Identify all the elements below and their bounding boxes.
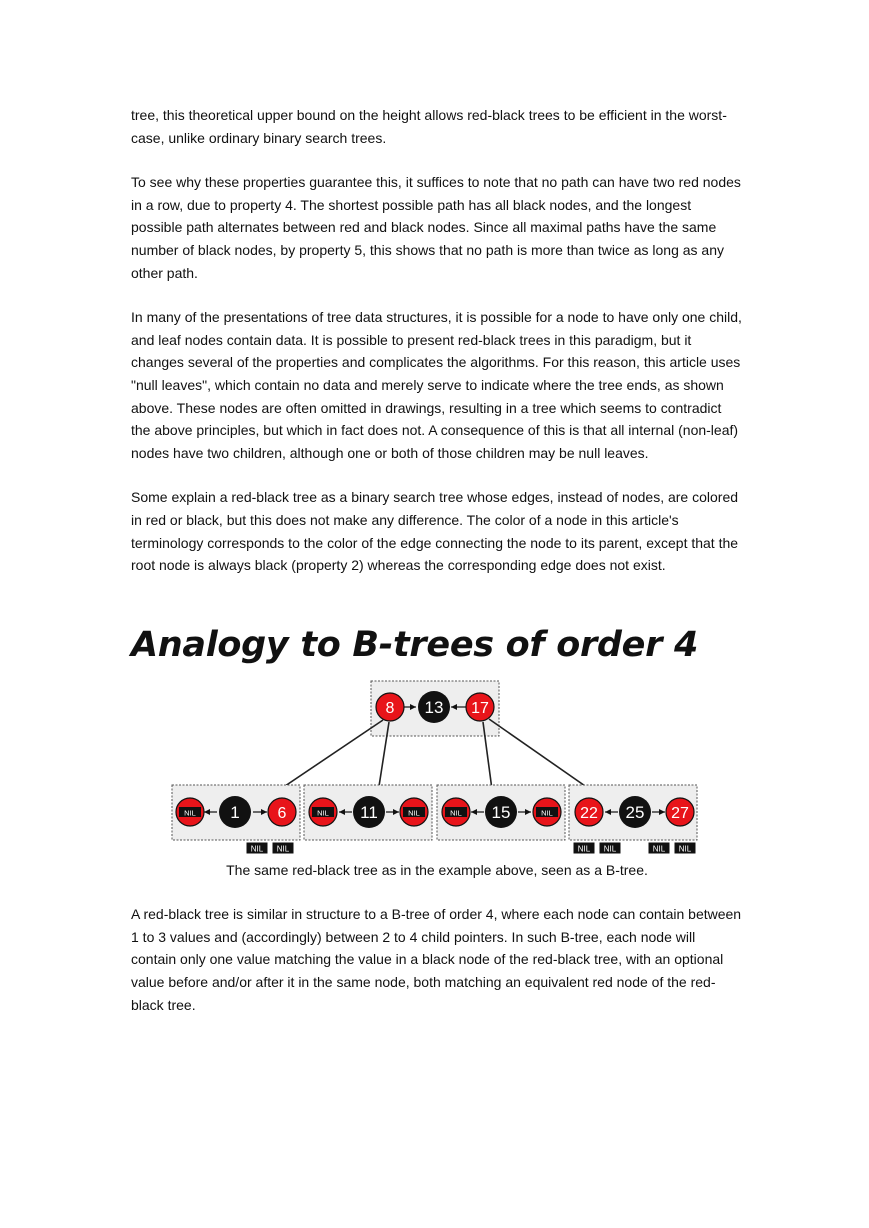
paragraph-height-bound: tree, this theoretical upper bound on the height allows red-black trees to be efficient in the worst-case, unlike ordinary binary search trees.: [131, 107, 727, 146]
document-page: [131, 104, 743, 1038]
svg-text:NIL: NIL: [678, 844, 692, 854]
paragraph-btree-analogy: A red-black tree is similar in structure to a B-tree of order 4, where each node can contain between 1 to 3 values and (accordingly) between 2 to 4 child pointers. In such B-tree, each node will contain only one value matching the value in a black node of the red-black tree, with an optional value before and/or after it in the same node, both matching an equivalent red node of the red-black tree.: [131, 906, 742, 1013]
svg-text:11: 11: [360, 802, 378, 822]
svg-text:27: 27: [671, 804, 689, 822]
leaf-key-6: [268, 798, 296, 826]
svg-text:NIL: NIL: [577, 844, 591, 854]
section-heading: Analogy to B-trees of order 4: [131, 624, 699, 665]
figure-caption: The same red-black tree as in the example above, seen as a B-tree.: [226, 861, 648, 878]
leaf-key-1: [219, 796, 251, 828]
svg-text:NIL: NIL: [541, 808, 553, 818]
nil-leaf: [176, 798, 204, 826]
leaf-key-15: [485, 796, 517, 828]
nil-tag: [674, 842, 696, 854]
nil-tag: [272, 842, 294, 854]
svg-text:1: 1: [230, 802, 240, 822]
svg-text:NIL: NIL: [184, 808, 196, 818]
btree-figure: [131, 677, 743, 859]
btree-diagram: [131, 677, 743, 859]
root-key-17: [466, 693, 494, 721]
leaf-key-27: [666, 798, 694, 826]
leaf-key-22: [575, 798, 603, 826]
svg-text:NIL: NIL: [652, 844, 666, 854]
nil-tag: [648, 842, 670, 854]
svg-text:17: 17: [471, 699, 489, 717]
svg-text:22: 22: [580, 804, 598, 822]
svg-text:NIL: NIL: [250, 844, 264, 854]
svg-text:NIL: NIL: [603, 844, 617, 854]
paragraph-edge-colors: Some explain a red-black tree as a binary search tree whose edges, instead of nodes, are colored in red or black, but this does not make any difference. The color of a node in this article's terminology corresponds to the color of the edge connecting the node to its parent, except that the root node is always black (property 2) whereas the corresponding edge does not exist.: [131, 489, 739, 574]
paragraph-properties-guarantee: To see why these properties guarantee this, it suffices to note that no path can have two red nodes in a row, due to property 4. The shortest possible path has all black nodes, and the longest possible path alternates between red and black nodes. Since all maximal paths have the same number of black nodes, by property 5, this shows that no path is more than twice as long as any other path.: [131, 174, 741, 281]
nil-leaf: [309, 798, 337, 826]
svg-text:13: 13: [424, 697, 444, 717]
svg-text:15: 15: [491, 802, 511, 822]
svg-text:8: 8: [385, 699, 395, 717]
svg-text:6: 6: [277, 804, 287, 822]
root-key-13: [418, 691, 450, 723]
root-key-8: [376, 693, 404, 721]
paragraph-null-leaves: In many of the presentations of tree data structures, it is possible for a node to have only one child, and leaf nodes contain data. It is possible to present red-black trees in this paradigm, but it changes several of the properties and complicates the algorithms. For this reason, this article uses "null leaves", which contain no data and merely serve to indicate where the tree ends, as shown above. These nodes are often omitted in drawings, resulting in a tree which seems to contradict the above principles, but which in fact does not. A consequence of this is that all internal (non-leaf) nodes have two children, although one or both of those children may be null leaves.: [131, 309, 742, 461]
svg-text:25: 25: [625, 802, 645, 822]
leaf-key-25: [619, 796, 651, 828]
nil-tag: [573, 842, 595, 854]
svg-text:NIL: NIL: [450, 808, 462, 818]
nil-tag: [246, 842, 268, 854]
nil-leaf: [400, 798, 428, 826]
svg-text:NIL: NIL: [408, 808, 420, 818]
nil-leaf: [533, 798, 561, 826]
nil-leaf: [442, 798, 470, 826]
svg-text:NIL: NIL: [276, 844, 290, 854]
svg-text:NIL: NIL: [317, 808, 329, 818]
nil-tag: [599, 842, 621, 854]
leaf-key-11: [353, 796, 385, 828]
